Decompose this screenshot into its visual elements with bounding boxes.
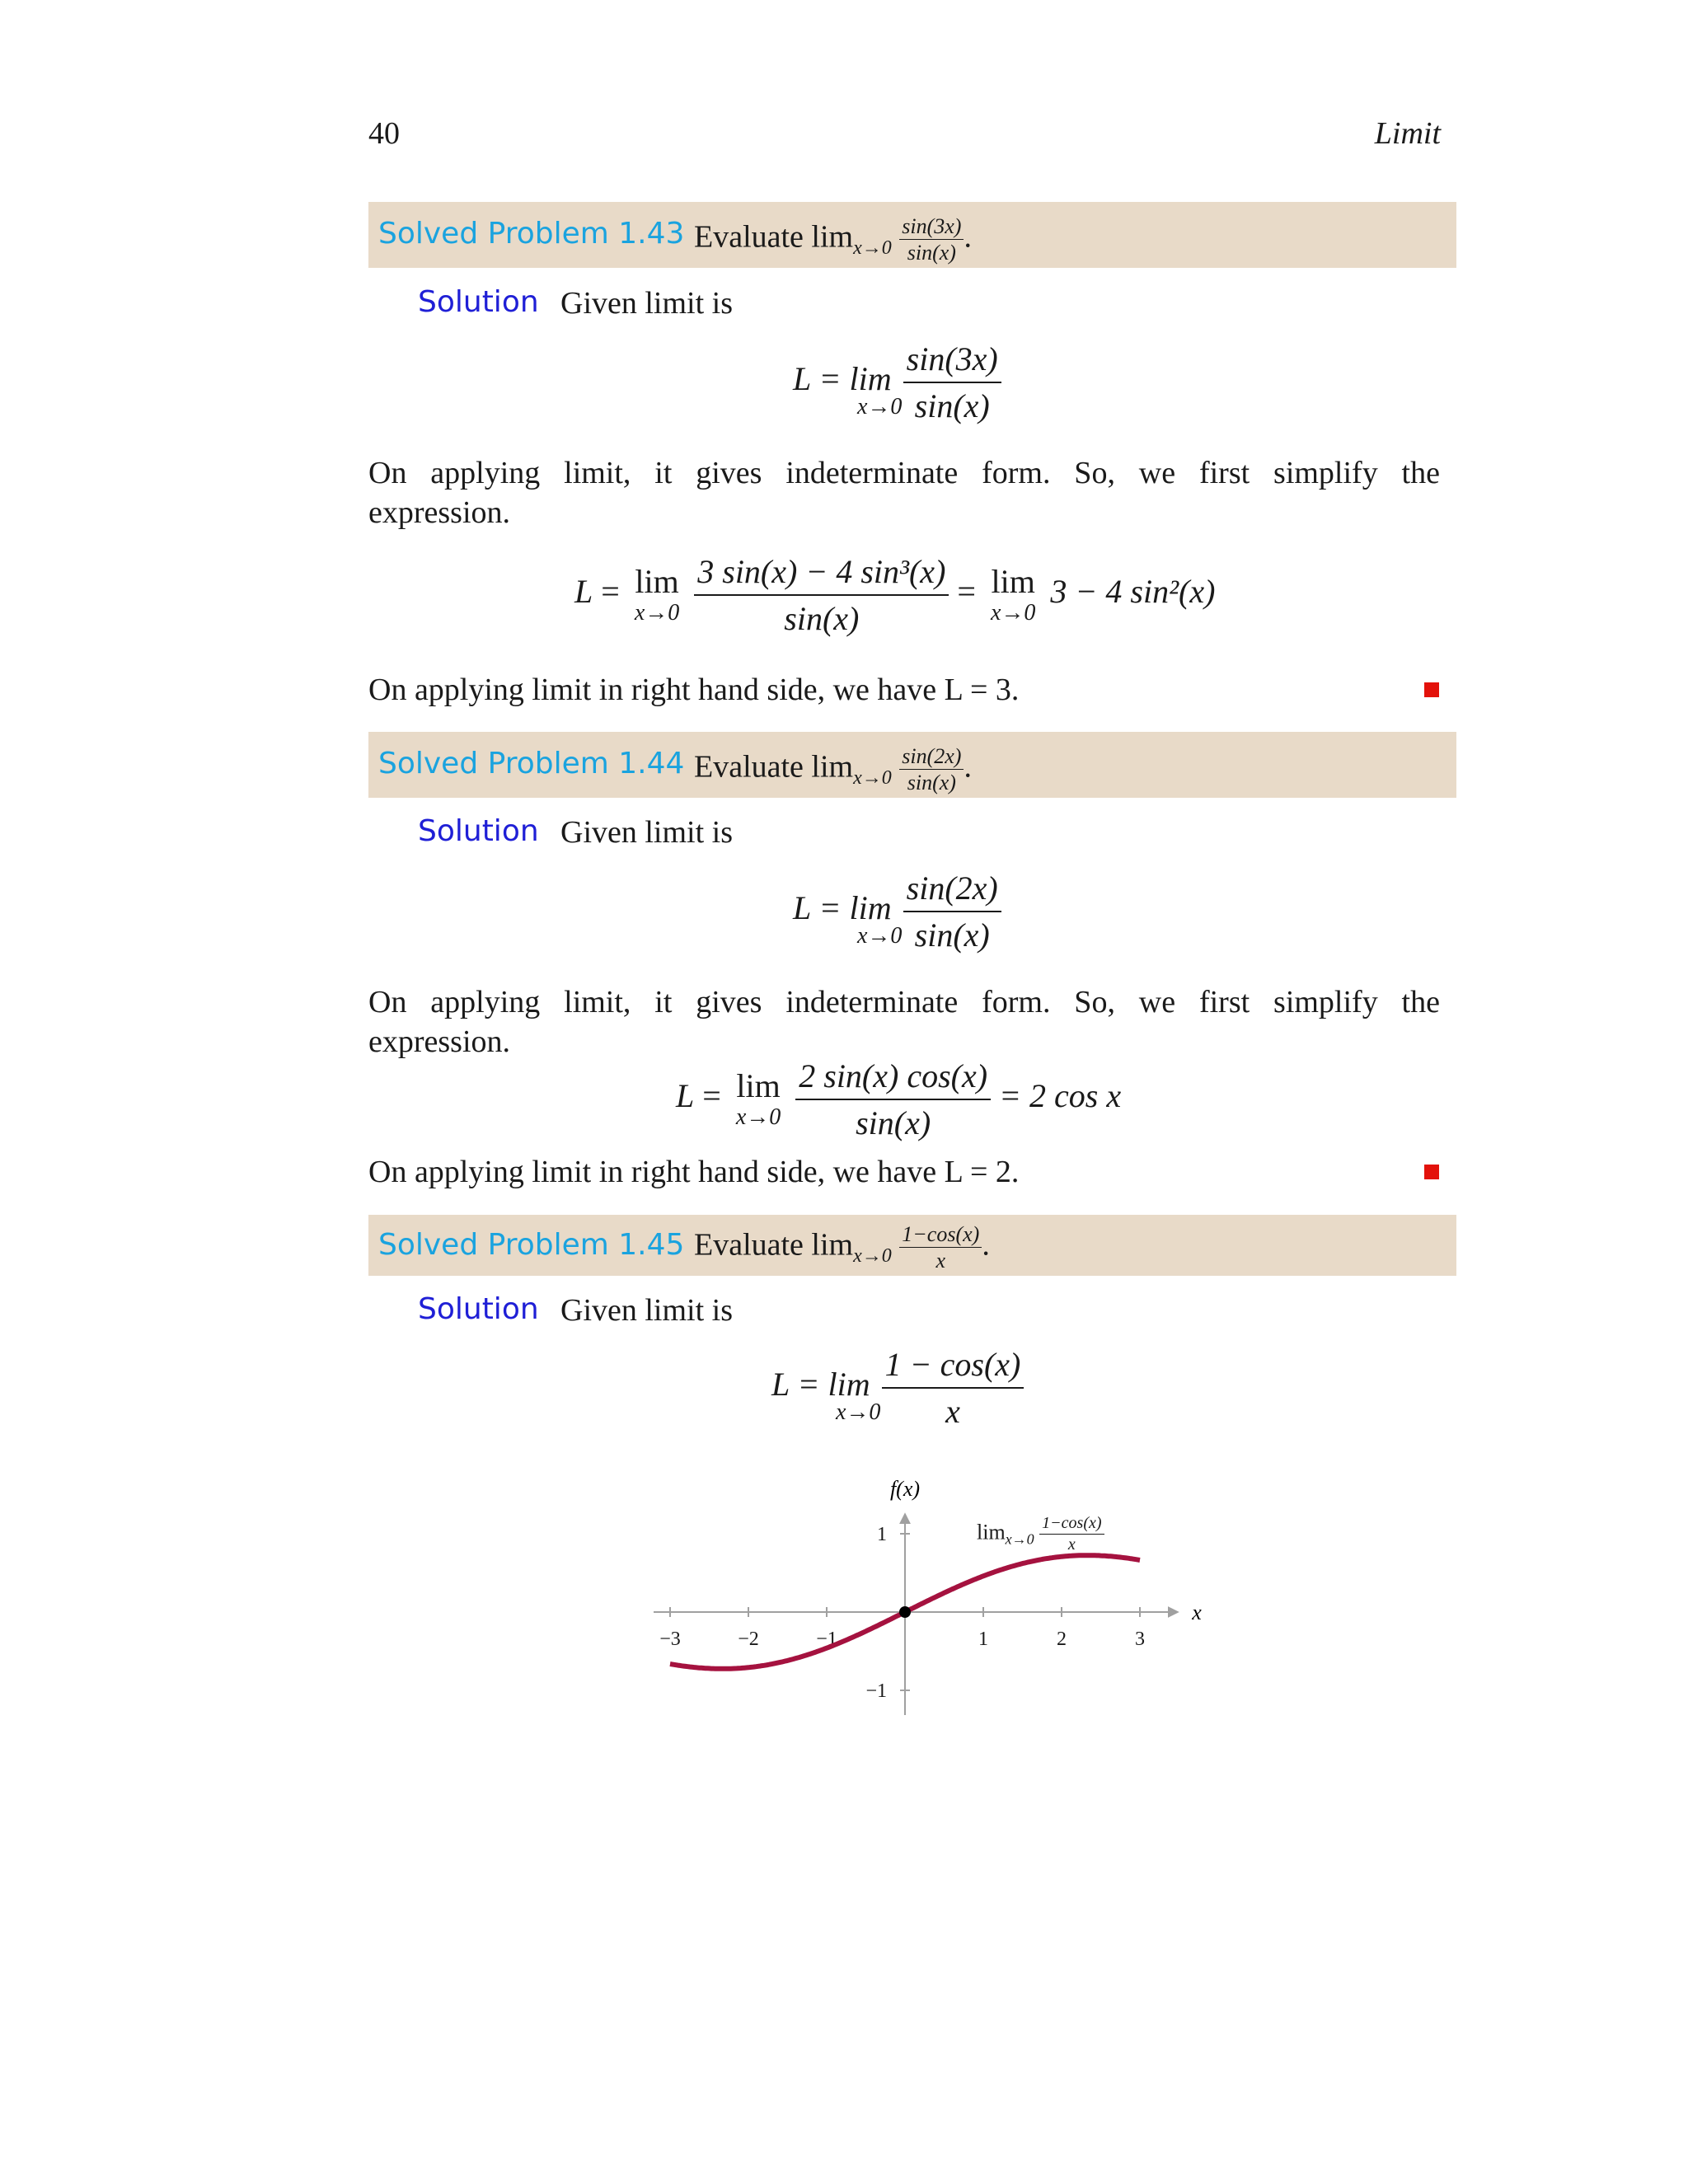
- qed-square: [1424, 1165, 1439, 1179]
- problem-label: Solved Problem 1.44: [378, 747, 685, 780]
- solution-label: Solution: [418, 285, 539, 319]
- solution-label: Solution: [418, 1292, 539, 1326]
- problem-1-45-bar: [368, 1215, 1456, 1276]
- x-tick-label: 1: [978, 1629, 988, 1650]
- given-text: Given limit is: [560, 286, 733, 321]
- plot-annotation: $\lim_{x\to 0}$ $\frac{1-\cos(x)}{x}$: [977, 1515, 1104, 1554]
- x-tick-label: −2: [738, 1629, 759, 1650]
- equation-simplified: L = lim x→0 $\frac{2 \sin(x) \cos(x)}{\sin(x)}$ = 2 cos x: [676, 1057, 1122, 1141]
- page-number: 40: [368, 116, 400, 151]
- problem-statement: Evaluate $\lim_{x\to 0}$ $\frac{\sin(3x)}{\sin(x)}$ .: [694, 214, 972, 265]
- statement-fraction: $\frac{\sin(3x)}{\sin(x)}$: [899, 215, 964, 265]
- x-tick-label: 2: [1057, 1629, 1067, 1650]
- function-curve: [670, 1555, 1140, 1669]
- qed-square: [1424, 682, 1439, 697]
- equation-limit: L = lim $\frac{\sin(2x)}{\sin(x)}$ x→0: [793, 869, 1001, 954]
- problem-1-44-bar: [368, 732, 1456, 798]
- paragraph-line: expression.: [368, 1024, 511, 1059]
- problem-label: Solved Problem 1.43: [378, 217, 685, 251]
- conclusion-text: On applying limit in right hand side, we have L = 2.: [368, 1155, 1020, 1189]
- x-axis-label: x: [1192, 1601, 1202, 1624]
- problem-label: Solved Problem 1.45: [378, 1228, 685, 1262]
- problem-statement: Evaluate $\lim_{x\to 0}$ $\frac{\sin(2x)}{\sin(x)}$ .: [694, 744, 972, 795]
- paragraph-line: expression.: [368, 495, 511, 530]
- conclusion-text: On applying limit in right hand side, we have L = 3.: [368, 673, 1020, 707]
- y-tick-label: −1: [865, 1680, 887, 1702]
- given-text: Given limit is: [560, 815, 733, 850]
- x-tick-label: 3: [1135, 1629, 1145, 1650]
- y-axis-label: f(x): [889, 1477, 921, 1501]
- paragraph-line: On applying limit, it gives indeterminate form. So, we first simplify the: [368, 456, 1440, 490]
- statement-fraction: $\frac{\sin(2x)}{\sin(x)}$: [899, 745, 964, 794]
- equation-limit: L = lim $\frac{1 - \cos(x)}{x}$ x→0: [771, 1345, 1024, 1431]
- solution-label: Solution: [418, 814, 539, 848]
- x-tick-label: −3: [659, 1629, 681, 1650]
- problem-1-43-bar: [368, 202, 1456, 268]
- problem-statement: Evaluate $\lim_{x\to 0}$ $\frac{1-\cos(x)}{x}$ .: [694, 1222, 990, 1273]
- y-tick-label: 1: [877, 1524, 887, 1545]
- paragraph-line: On applying limit, it gives indeterminate form. So, we first simplify the: [368, 985, 1440, 1019]
- origin-point: [899, 1606, 911, 1618]
- x-tick-label: −1: [816, 1629, 837, 1650]
- statement-fraction: $\frac{1-\cos(x)}{x}$: [899, 1223, 982, 1272]
- chapter-title: Limit: [1374, 116, 1441, 151]
- equation-simplified: L = lim x→0 $\frac{\text{3 sin(x) − 4 sin³(x)}}{\sin(x)}$ = lim x→0 3 − 4 sin²(x): [574, 553, 1216, 637]
- equation-limit: L = lim $\frac{\sin(3x)}{\sin(x)}$ x→0: [793, 340, 1001, 425]
- given-text: Given limit is: [560, 1293, 733, 1328]
